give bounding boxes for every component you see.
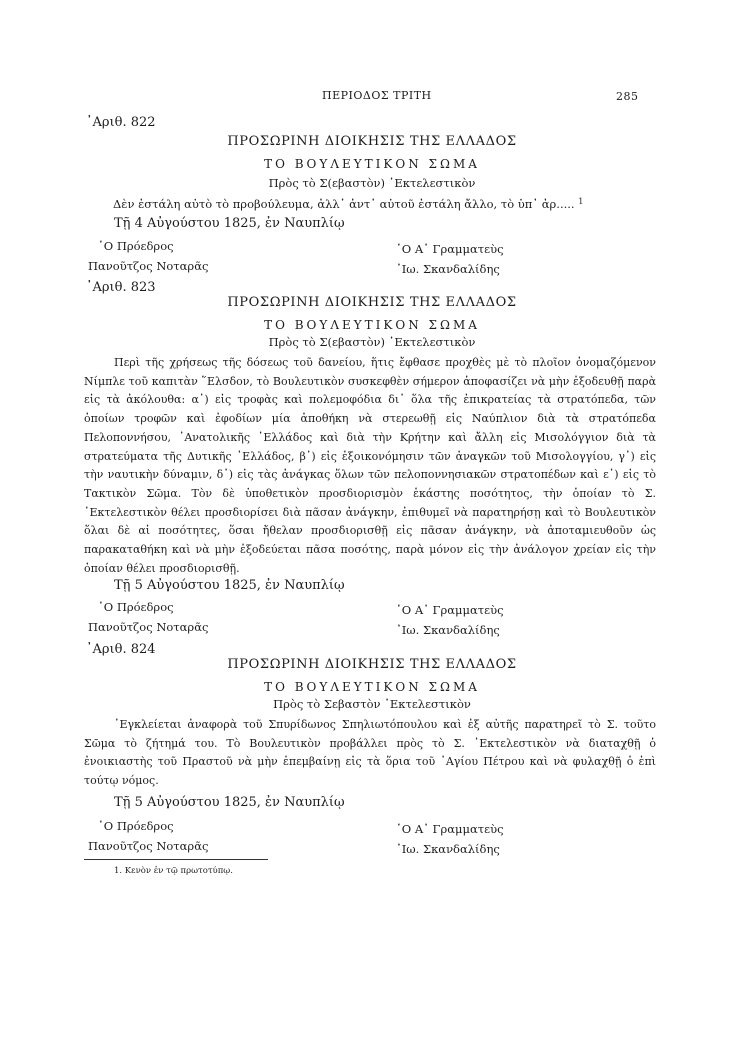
footnote-ref: 1 — [578, 197, 584, 206]
entry-824-secretary-title: ῾Ο Α᾿ Γραμματεὺς — [396, 822, 504, 836]
entry-824-text: ᾿Εγκλείεται ἀναφορὰ τοῦ Σπυρίδωνος Σπηλιωτόπουλου καὶ ἐξ αὐτῆς παρατηρεῖ τὸ Σ. τοῦτο Σῶμα τὸ ζήτημά του. Τὸ Βουλευτικὸν προβάλλει πρὸς τὸ Σ. ᾿Εκτελεστικὸν νὰ διαταχθῇ ὁ ἐνοικιαστὴς τοῦ Πραστοῦ νὰ μὴν ἐπεμβαίνῃ εἰς τὰ ὅρια τοῦ ῾Αγίου Πέτρου καὶ νὰ φυλαχθῇ ὁ ἐπὶ τούτῳ νόμος. — [84, 718, 656, 788]
entry-823-president-name: Πανοῦτζος Νοταρᾶς — [88, 620, 209, 634]
entry-824-secretary-name: ᾿Ιω. Σκανδαλίδης — [396, 842, 500, 856]
entry-824-president-name: Πανοῦτζος Νοταρᾶς — [88, 839, 209, 853]
footnote: 1. Κενὸν ἐν τῷ πρωτοτύπῳ. — [114, 866, 233, 876]
entry-822-president-title: ῾Ο Πρόεδρος — [98, 239, 174, 253]
entry-822-secretary-name: ᾿Ιω. Σκανδαλίδης — [396, 262, 500, 276]
entry-823-subtitle: ΤΟ ΒΟΥΛΕΥΤΙΚΟΝ ΣΩΜΑ — [264, 318, 480, 332]
entry-823-secretary-title: ῾Ο Α᾿ Γραμματεὺς — [396, 603, 504, 617]
entry-822-text-body: Δὲν ἐστάλη αὐτὸ τὸ προβούλευμα, ἀλλ᾿ ἀντ᾿ αὐτοῦ ἐστάλη ἄλλο, τὸ ὑπ᾿ ἀρ..... — [113, 197, 575, 211]
entry-823-president-title: ῾Ο Πρόεδρος — [98, 600, 174, 614]
entry-822-president-name: Πανοῦτζος Νοταρᾶς — [88, 259, 209, 273]
entry-822-title: ΠΡΟΣΩΡΙΝΗ ΔΙΟΙΚΗΣΙΣ ΤΗΣ ΕΛΛΑΔΟΣ — [227, 134, 517, 149]
entry-822-text — [113, 197, 583, 211]
entry-823-number: ᾿Αριθ. 823 — [86, 280, 156, 295]
footnote-rule — [84, 859, 268, 860]
entry-823-secretary-name: ᾿Ιω. Σκανδαλίδης — [396, 623, 500, 637]
entry-824-title: ΠΡΟΣΩΡΙΝΗ ΔΙΟΙΚΗΣΙΣ ΤΗΣ ΕΛΛΑΔΟΣ — [227, 657, 517, 672]
entry-823-text: Περὶ τῆς χρήσεως τῆς δόσεως τοῦ δανείου, ἥτις ἔφθασε προχθὲς μὲ τὸ πλοῖον ὀνομαζόμενον Νίμπλε τοῦ καπιτὰν ῞Ελσδον, τὸ Βουλευτικὸν συσκεφθὲν σήμερον ἀποφασίζει νὰ μὴν ἐξοδευθῇ παρὰ εἰς τὰ ἀκόλουθα: α᾿) εἰς τροφὰς καὶ πολεμοφόδια δι᾿ ὅλα τῆς ἐπικρατείας τὰ στρατόπεδα, τῶν ὁποίων τροφῶν καὶ ἐφοδίων μία ἀποθήκη νὰ στερεωθῇ εἰς Ναύπλιον διὰ τὰ στρατόπεδα Πελοποννήσου, ᾿Ανατολικῆς ῾Ελλάδος καὶ διὰ τὴν Κρήτην καὶ ἄλλη εἰς Μισολόγγιον διὰ τὰ στρατεύματα τῆς Δυτικῆς ῾Ελλάδος, β᾿) εἰς ἐξοικονόμησιν τῶν ἀναγκῶν τοῦ Μισολογγίου, γ᾿) εἰς τὴν ναυτικὴν δύναμιν, δ᾿) εἰς τὰς ἀνάγκας ὅλων τῶν πελοποννησιακῶν στρατοπέδων καὶ ε᾿) εἰς τὸ Τακτικὸν Σῶμα. Τὸν δὲ ὑποθετικὸν προσδιορισμὸν ἑκάστης ποσότητος, τὴν ὁποίαν τὸ Σ. ᾿Εκτελεστικὸν θέλει προσδιορίσει διὰ πᾶσαν ἀνάγκην, ἐπιθυμεῖ νὰ παρατηρήσῃ καὶ τὸ Βουλευτικὸν ὅλαι δὲ αἱ ποσότητες, ὅσαι ἤθελαν προσδιορισθῇ εἰς πᾶσαν ἀνάγκην, νὰ ἀποταμιευθοῦν ὡς παρακαταθήκη καὶ νὰ μὴν ἐξοδεύεται πᾶσα ποσότης, παρὰ μόνον εἰς τὴν ἀνάλογον χρείαν εἰς τὴν ὁποίαν θέλει προσδιορισθῇ. — [84, 356, 656, 575]
entry-822-addressee: Πρὸς τὸ Σ(εβαστὸν) ᾿Εκτελεστικὸν — [268, 176, 476, 190]
entry-822-date: Τῇ 4 Αὐγούστου 1825, ἐν Ναυπλίῳ — [114, 216, 345, 231]
page-number: 285 — [616, 90, 639, 103]
entry-823-date: Τῇ 5 Αὐγούστου 1825, ἐν Ναυπλίῳ — [114, 578, 345, 593]
entry-822-number: ᾿Αριθ. 822 — [86, 115, 156, 130]
entry-824-number: ᾿Αριθ. 824 — [86, 642, 156, 657]
entry-823-title: ΠΡΟΣΩΡΙΝΗ ΔΙΟΙΚΗΣΙΣ ΤΗΣ ΕΛΛΑΔΟΣ — [227, 295, 517, 310]
entry-824-date: Τῇ 5 Αὐγούστου 1825, ἐν Ναυπλίῳ — [114, 795, 345, 810]
entry-824-subtitle: ΤΟ ΒΟΥΛΕΥΤΙΚΟΝ ΣΩΜΑ — [264, 680, 480, 694]
entry-824-president-title: ῾Ο Πρόεδρος — [98, 819, 174, 833]
running-header-title: ΠΕΡΙΟΔΟΣ ΤΡΙΤΗ — [322, 89, 432, 102]
entry-823-addressee: Πρὸς τὸ Σ(εβαστὸν) ᾿Εκτελεστικὸν — [268, 335, 476, 349]
entry-824-addressee: Πρὸς τὸ Σεβαστὸν ᾿Εκτελεστικὸν — [273, 697, 471, 711]
entry-822-secretary-title: ῾Ο Α᾿ Γραμματεὺς — [396, 242, 504, 256]
entry-822-subtitle: ΤΟ ΒΟΥΛΕΥΤΙΚΟΝ ΣΩΜΑ — [264, 157, 480, 171]
